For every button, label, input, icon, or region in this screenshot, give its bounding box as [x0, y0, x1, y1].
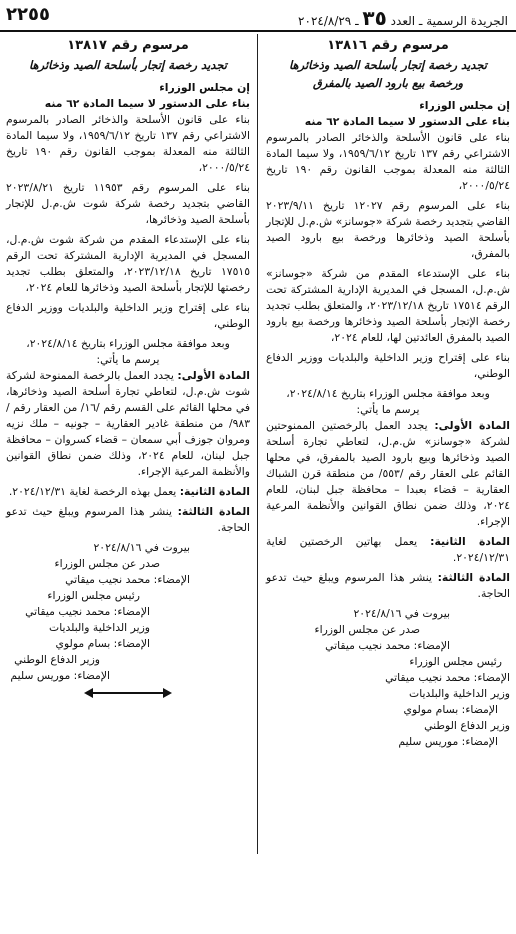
page-header [0, 0, 516, 30]
signature-line: وزير الدفاع الوطني [14, 653, 100, 666]
header-divider [0, 30, 516, 32]
article-1-text: يجدد العمل بالرخصتين الممنوحتين لشركة «جوسانز» ش.م.ل، لتعاطي تجارة أسلحة الصيد وذخائرها وبيع بارود الصيد بالمفرق، في محلها القائم على العقار رقم /٥٥٣/ من منطقة قرن الشباك العقارية – قضاء بعبدا – محافظة جبل لبنان، للعام ٢٠٢٤، وذلك ضمن نطاق القوانين والأنظمة المرعية الإجراء. [266, 419, 511, 528]
preamble-paragraph: بناء على قانون الأسلحة والذخائر الصادر بالمرسوم الاشتراعي رقم ١٣٧ تاريخ ١٩٥٩/٦/١٢، ولا سيما المادة الثالثة منه المعدلة بموجب القانون رقم ١٩٠ تاريخ ٢٠٠٠/٥/٢٤، [266, 131, 510, 192]
article-1 [266, 418, 510, 530]
page-number: ٢٢٥٥ [6, 4, 50, 25]
signature-line: وزير الداخلية والبلديات [49, 621, 150, 634]
preamble-paragraph: بناء على إقتراح وزير الداخلية والبلديات ووزير الدفاع الوطني، [266, 351, 510, 380]
signature-line: الإمضاء: محمد نجيب ميقاتي [325, 639, 450, 652]
decrees-line: يرسم ما يأتي: [356, 403, 420, 416]
council-heading: إن مجلس الوزراء [159, 81, 250, 94]
end-marker [6, 688, 250, 698]
signature-line: وزير الدفاع الوطني [424, 719, 510, 732]
article-3-text: ينشر هذا المرسوم ويبلغ حيث تدعو الحاجة. [266, 571, 510, 600]
arrow-right-icon [163, 688, 172, 698]
signature-line: الإمضاء: محمد نجيب ميقاتي [385, 671, 510, 684]
article-2-title: المادة الثانية: [179, 485, 250, 498]
article-3-text: ينشر هذا المرسوم ويبلغ حيث تدعو الحاجة. [6, 505, 250, 534]
signature-line: رئيس مجلس الوزراء [409, 655, 502, 668]
decree-13817 [6, 36, 250, 698]
article-1-title: المادة الأولى: [177, 369, 250, 382]
article-2-title: المادة الثانية: [430, 535, 511, 548]
approval-line: وبعد موافقة مجلس الوزراء بتاريخ ٢٠٢٤/٨/١٤، [26, 337, 230, 350]
article-1-text: يجدد العمل بالرخصة الممنوحة لشركة شوت ش.م.ل، لتعاطي تجارة أسلحة الصيد وذخائرها، في محلها القائم على القسم رقم /١٦/ من العقار رقم /٩٨٣/ من منطقة غادير العقارية – جونيه – ملك نزيه ومروان جوزف أبي سمعان – قضاء كسروان – محافظة جبل لبنان، للعام ٢٠٢٤، وذلك ضمن نطاق القوانين والأنظمة المرعية الإجراء. [6, 369, 251, 478]
signature-line: صدر عن مجلس الوزراء [314, 623, 420, 636]
decree-title: مرسوم رقم ١٣٨١٦ [327, 38, 449, 53]
preamble-paragraph: بناء على المرسوم رقم ١٢٠٢٧ تاريخ ٢٠٢٣/٩/١١ القاضي بتجديد رخصة شركة «جوسانز» ش.م.ل للإتجار بأسلحة الصيد وذخائرها ورخصة بيع بارود الصيد بالمفرق، [266, 199, 510, 260]
end-rule [93, 692, 163, 694]
article-2-text: يعمل بهاتين الرخصتين لغاية ٢٠٢٤/١٢/٣١. [266, 535, 510, 564]
place-date: بيروت في ٢٠٢٤/٨/١٦ [353, 607, 450, 620]
constitution-line: بناء على الدستور لا سيما المادة ٦٢ منه [44, 97, 250, 110]
preamble-paragraph: بناء على إقتراح وزير الداخلية والبلديات ووزير الدفاع الوطني، [6, 301, 250, 330]
preamble-paragraph: بناء على المرسوم رقم ١١٩٥٣ تاريخ ٢٠٢٣/٨/٢١ القاضي بتجديد رخصة شركة شوت ش.م.ل للإتجار بأسلحة الصيد وذخائرها، [6, 181, 250, 226]
article-2 [266, 534, 510, 566]
signature-line: الإمضاء: بسام مولوي [403, 703, 498, 716]
preamble-paragraph: بناء على الإستدعاء المقدم من شركة «جوسانز» ش.م.ل، المسجل في المديرية الإدارية المشتركة تحت الرقم ١٧٥١٤ تاريخ ٢٠٢٣/١٢/١٨، والمتعلق بطلب تجديد رخصة الإتجار بأسلحة الصيد وذخائرها ورخصة بيع بارود الصيد بالمفرق العائدتين لها، للعام ٢٠٢٤، [266, 267, 510, 344]
issue-date: ـ ٢٠٢٤/٨/٢٩ [298, 14, 359, 28]
decree-subtitle-2: ورخصة بيع بارود الصيد بالمفرق [312, 76, 464, 90]
signature-line: الإمضاء: محمد نجيب ميقاتي [25, 605, 150, 618]
article-1-title: المادة الأولى: [434, 419, 510, 432]
signature-line: الإمضاء: بسام مولوي [55, 637, 150, 650]
preamble-paragraph: بناء على الإستدعاء المقدم من شركة شوت ش.م.ل، المسجل في المديرية الإدارية المشتركة تحت الرقم ١٧٥١٥ تاريخ ٢٠٢٣/١٢/١٨، والمتعلق بطلب تجديد رخصتها للإتجار بأسلحة الصيد وذخائرها للعام ٢٠٢٤، [6, 233, 250, 294]
article-2 [6, 484, 250, 500]
article-3-title: المادة الثالثة: [437, 571, 510, 584]
article-1 [6, 368, 250, 480]
approval-line: وبعد موافقة مجلس الوزراء بتاريخ ٢٠٢٤/٨/١٤، [286, 387, 490, 400]
decree-subtitle: تجديد رخصة إتجار بأسلحة الصيد وذخائرها [289, 58, 487, 72]
council-heading: إن مجلس الوزراء [419, 99, 510, 112]
decrees-line: يرسم ما يأتي: [96, 353, 160, 366]
gazette-header [298, 6, 508, 30]
decree-subtitle: تجديد رخصة إتجار بأسلحة الصيد وذخائرها [29, 58, 227, 72]
article-2-text: يعمل بهذه الرخصة لغاية ٢٠٢٤/١٢/٣١. [8, 485, 177, 498]
signature-line: الإمضاء: موريس سليم [398, 735, 498, 748]
article-3-title: المادة الثالثة: [177, 505, 250, 518]
issue-number: ٣٥ [362, 6, 387, 30]
signature-line: الإمضاء: محمد نجيب ميقاتي [65, 573, 190, 586]
gazette-name: الجريدة الرسمية ـ العدد [390, 14, 508, 28]
article-3 [266, 570, 510, 602]
article-3 [6, 504, 250, 536]
decree-title: مرسوم رقم ١٣٨١٧ [67, 38, 189, 53]
signature-line: الإمضاء: موريس سليم [10, 669, 110, 682]
signature-line: رئيس مجلس الوزراء [47, 589, 140, 602]
constitution-line: بناء على الدستور لا سيما المادة ٦٢ منه [304, 115, 510, 128]
signature-line: صدر عن مجلس الوزراء [54, 557, 160, 570]
preamble-paragraph: بناء على قانون الأسلحة والذخائر الصادر بالمرسوم الاشتراعي رقم ١٣٧ تاريخ ١٩٥٩/٦/١٢، ولا سيما المادة الثالثة منه المعدلة بموجب القانون رقم ١٩٠ تاريخ ٢٠٠٠/٥/٢٤، [6, 113, 250, 174]
arrow-left-icon [84, 688, 93, 698]
place-date: بيروت في ٢٠٢٤/٨/١٦ [93, 541, 190, 554]
signature-line: وزير الداخلية والبلديات [409, 687, 510, 700]
column-divider [257, 34, 258, 854]
decree-13816 [266, 36, 510, 750]
